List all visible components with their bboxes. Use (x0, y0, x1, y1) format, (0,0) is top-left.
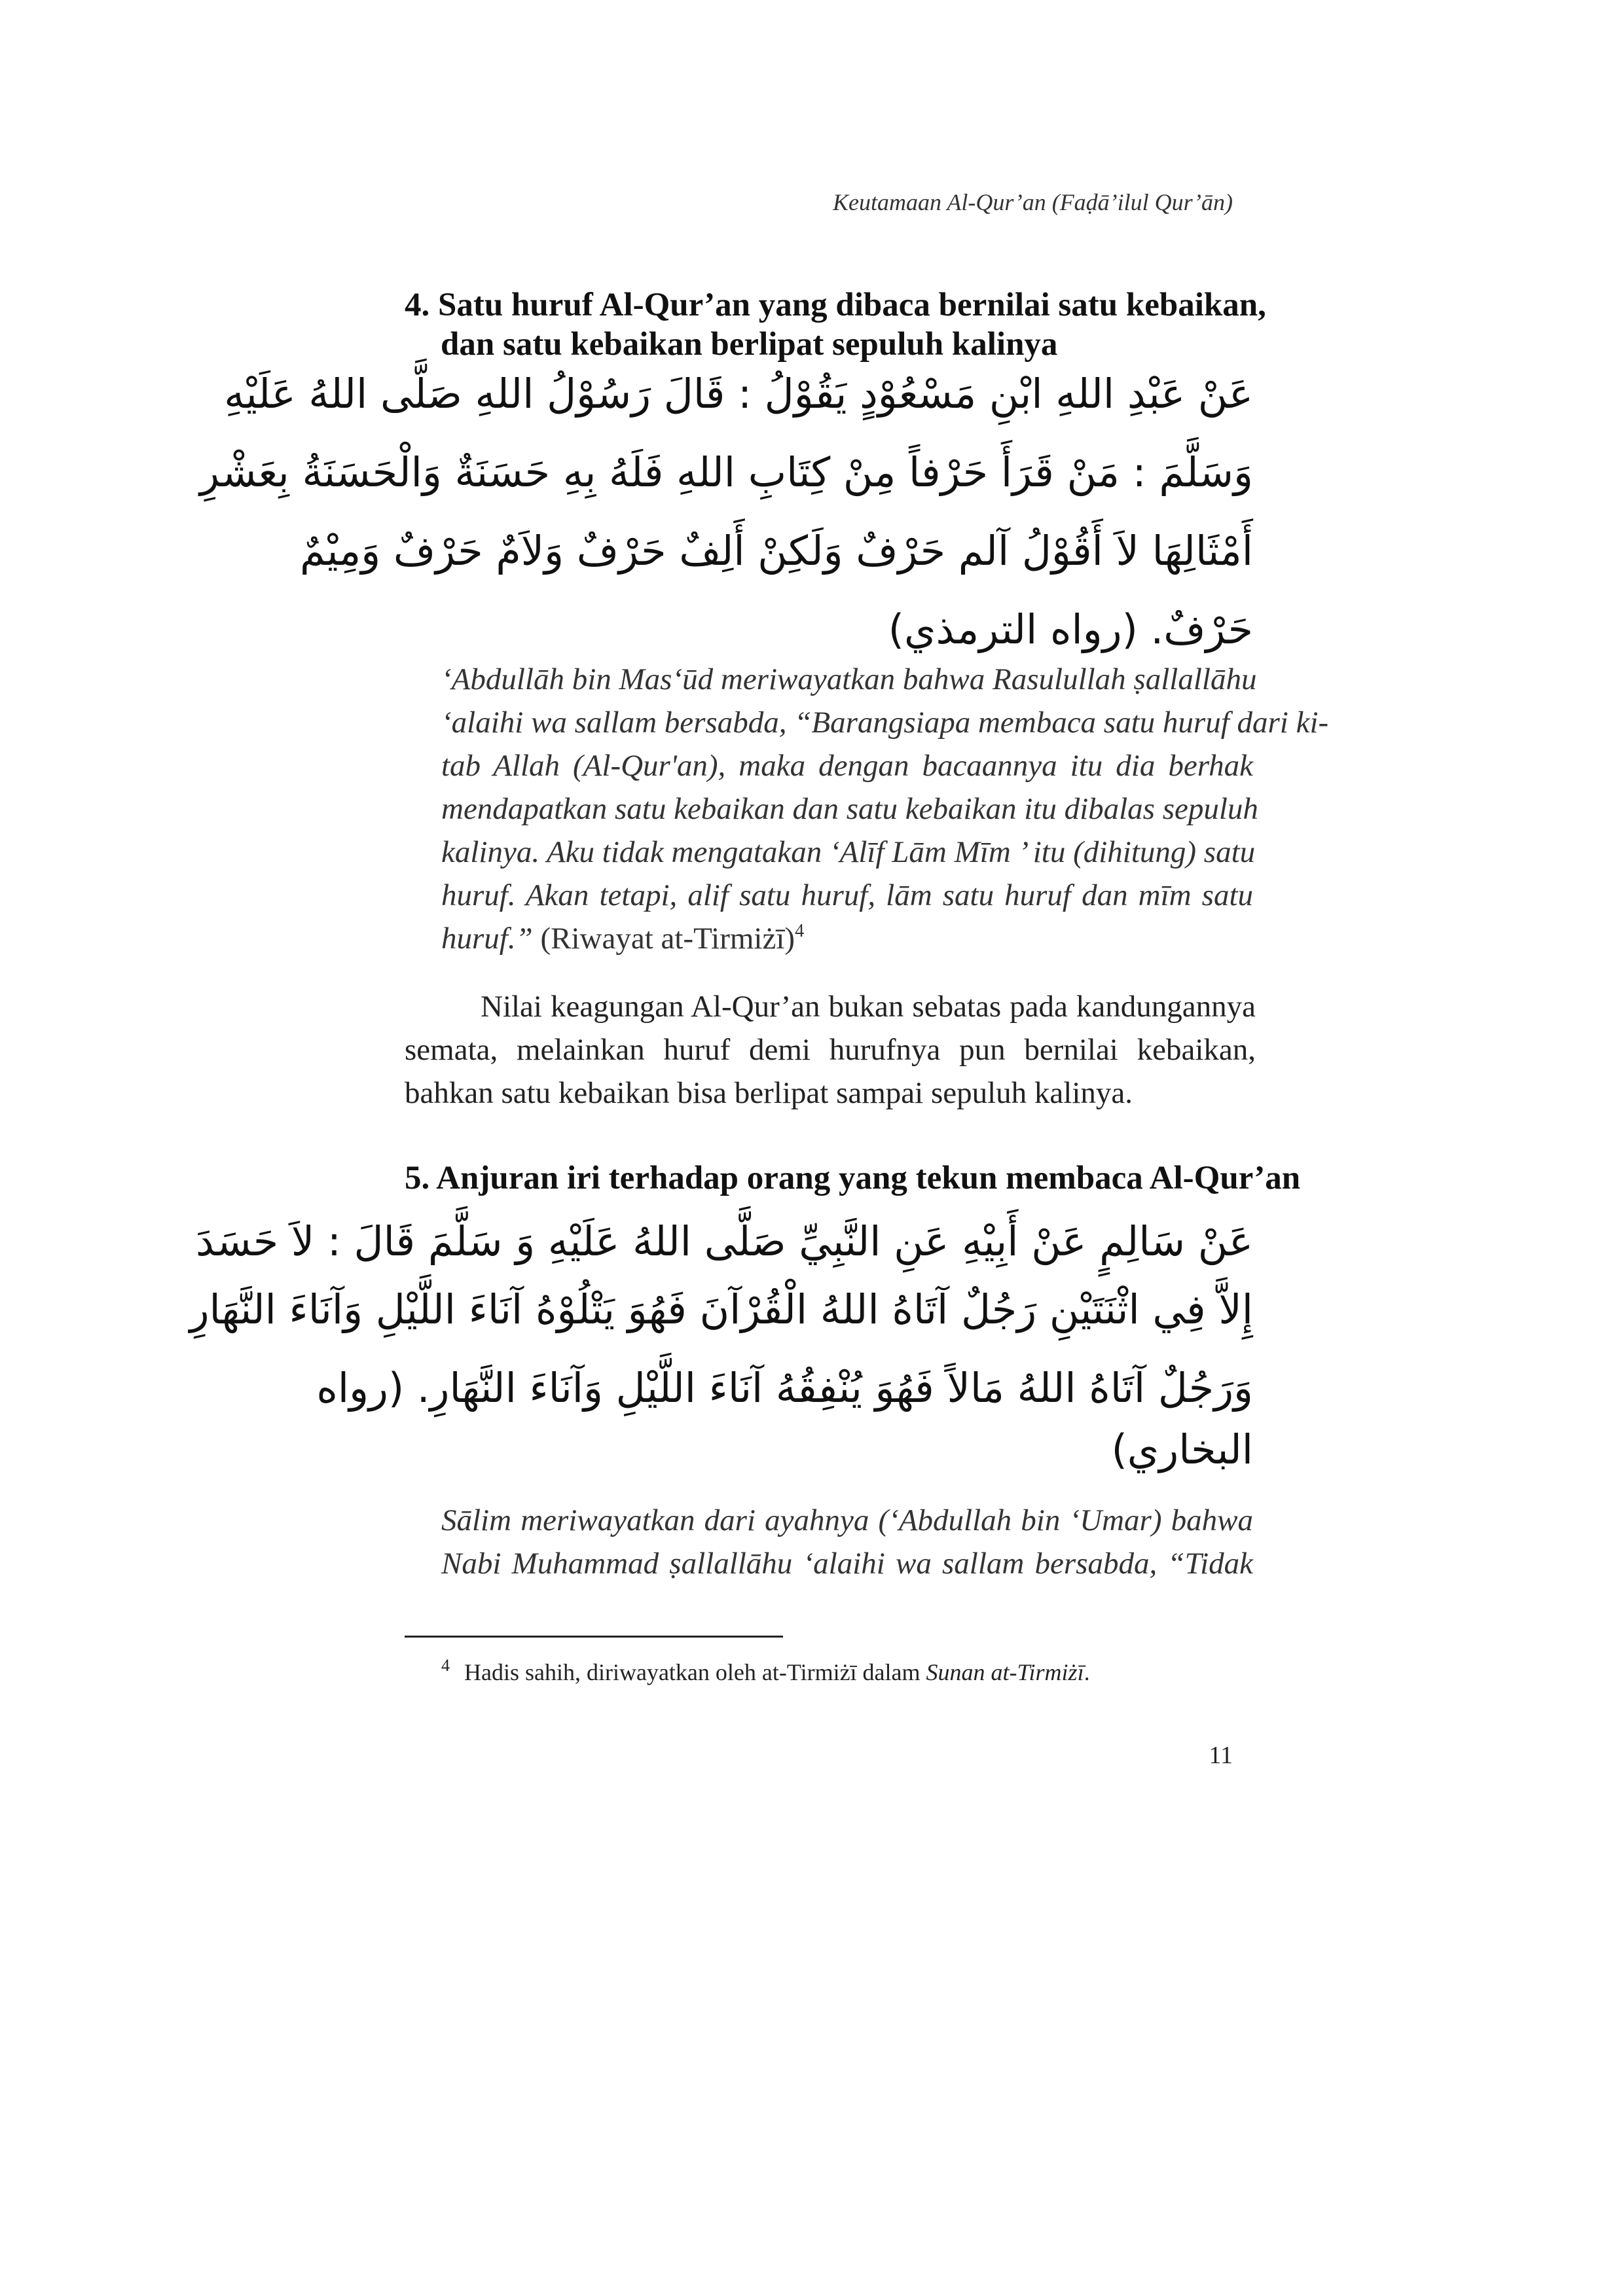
translation-line: tab Allah (Al-Qur'an), maka dengan bacaannya itu dia berhak (441, 749, 1253, 783)
paragraph-line: bahkan satu kebaikan bisa berlipat sampai sepuluh kalinya. (405, 1076, 1133, 1110)
arabic-line: حَرْفٌ. (رواه الترمذي) (888, 605, 1253, 653)
running-header: Keutamaan Al-Qur’an (Faḍā’ilul Qur’ān) (833, 189, 1233, 215)
translation-line: ‘Abdullāh bin Mas‘ūd meriwayatkan bahwa Rasulullah ṣallallāhu (441, 662, 1257, 696)
translation-last-italic: huruf.” (441, 922, 533, 956)
footnote-divider (405, 1636, 783, 1638)
footnote-reference[interactable]: 4 (795, 921, 805, 941)
footnote-end: . (1084, 1659, 1090, 1685)
arabic-line: البخاري) (1111, 1426, 1253, 1473)
section-5-heading: 5. Anjuran iri terhadap orang yang tekun membaca Al-Qur’an (405, 1160, 1301, 1196)
section-4-arabic-text (200, 370, 1253, 684)
footnote-number: 4 (441, 1656, 450, 1675)
hadith-source: (Riwayat at-Tirmiżī) (532, 922, 795, 956)
translation-line: huruf. Akan tetapi, alif satu huruf, lām satu huruf dan mīm satu (441, 878, 1253, 912)
arabic-line: وَرَجُلٌ آتَاهُ اللهُ مَالاً فَهُوَ يُنْفِقُهُ آنَاءَ اللَّيْلِ وَآنَاءَ النَّهَارِ. (رواه (316, 1364, 1253, 1412)
section-4-translation (441, 658, 1329, 960)
footnote-book-title: Sunan at-Tirmiżī (926, 1659, 1084, 1685)
footnote (441, 1656, 1090, 1686)
page-number: 11 (1209, 1742, 1233, 1769)
translation-line: kalinya. Aku tidak mengatakan ‘Alīf Lām Mīm ’ itu (dihitung) satu (441, 835, 1256, 869)
arabic-line: وَسَلَّمَ : مَنْ قَرَأَ حَرْفاً مِنْ كِتَابِ اللهِ فَلَهُ بِهِ حَسَنَةٌ وَالْحَسَنَةُ بِعَشْرِ (200, 448, 1253, 496)
footnote-text: Hadis sahih, diriwayatkan oleh at-Tirmiżī dalam (464, 1659, 926, 1685)
translation-line-last (441, 917, 1253, 960)
section-4-heading-line-2: dan satu kebaikan berlipat sepuluh kalinya (441, 326, 1058, 363)
translation-line: ‘alaihi wa sallam bersabda, “Barangsiapa membaca satu huruf dari ki- (441, 706, 1329, 740)
arabic-line: عَنْ سَالِمٍ عَنْ أَبِيْهِ عَنِ النَّبِيِّ صَلَّى اللهُ عَلَيْهِ وَ سَلَّمَ قَالَ : لاَ حَسَدَ (196, 1217, 1253, 1265)
arabic-line: أَمْثَالِهَا لاَ أَقُوْلُ آلم حَرْفٌ وَلَكِنْ أَلِفٌ حَرْفٌ وَلاَمٌ حَرْفٌ وَمِيْمٌ (300, 527, 1253, 575)
section-5-arabic-text (189, 1217, 1253, 1492)
section-4-heading (405, 285, 1266, 364)
section-5-translation (441, 1499, 1253, 1585)
arabic-line: عَنْ عَبْدِ اللهِ ابْنِ مَسْعُوْدٍ يَقُوْلُ : قَالَ رَسُوْلُ اللهِ صَلَّى اللهُ عَلَيْهِ (224, 370, 1253, 418)
translation-line: Sālim meriwayatkan dari ayahnya (‘Abdullah bin ‘Umar) bahwa (441, 1503, 1253, 1537)
paragraph-line: Nilai keagungan Al-Qur’an bukan sebatas pada kandungannya (481, 990, 1256, 1024)
arabic-line: إِلاَّ فِي اثْنَتَيْنِ رَجُلٌ آتَاهُ اللهُ الْقُرْآنَ فَهُوَ يَتْلُوْهُ آنَاءَ اللَّيْلِ وَآنَاءَ النَّهَارِ (189, 1285, 1253, 1333)
body-paragraph (405, 985, 1256, 1115)
translation-line: mendapatkan satu kebaikan dan satu kebaikan itu dibalas sepuluh (441, 792, 1258, 826)
paragraph-line: semata, melainkan huruf demi hurufnya pun bernilai kebaikan, (405, 1033, 1256, 1067)
section-4-heading-line-1: 4. Satu huruf Al-Qur’an yang dibaca bernilai satu kebaikan, (405, 287, 1266, 323)
translation-line: Nabi Muhammad ṣallallāhu ‘alaihi wa sallam bersabda, “Tidak (441, 1547, 1253, 1581)
